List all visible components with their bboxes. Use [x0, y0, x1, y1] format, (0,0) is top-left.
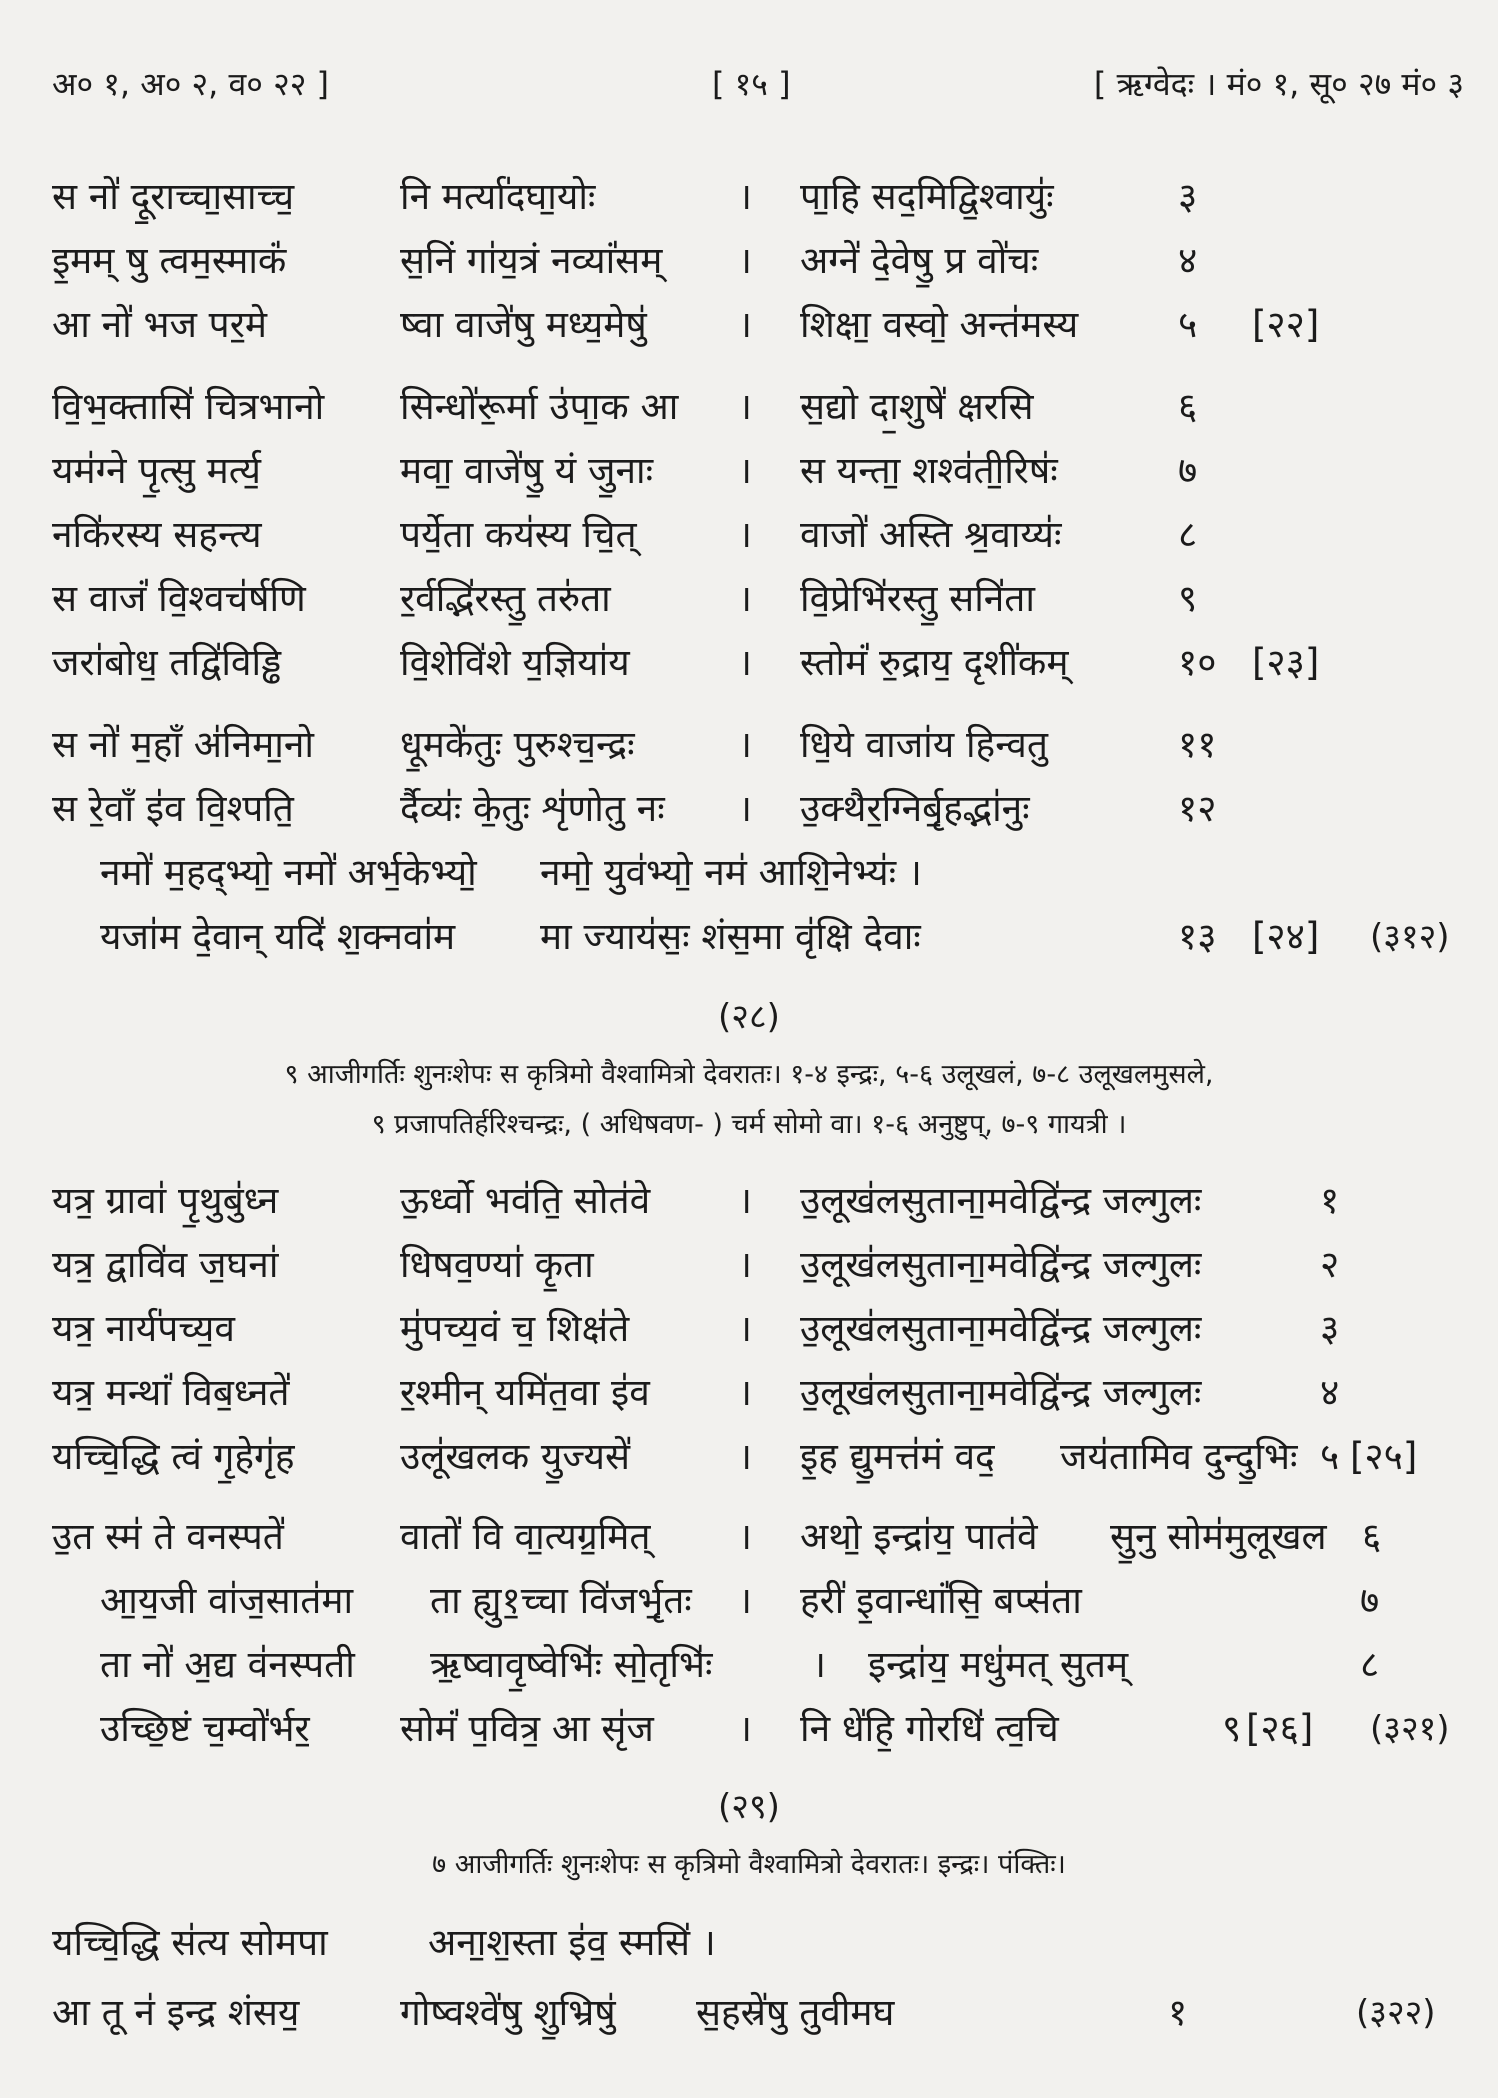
verse-pada-2: नि मर्त्या॑दघा॒योः — [400, 175, 596, 218]
verse-pada-3: शिक्षा॒ वस्वो॒ अन्त॑मस्य — [800, 303, 1079, 346]
verse-line — [0, 844, 1498, 902]
verse-pada-1: इ॒मम् षु त्वम॒स्माकं॑ — [52, 239, 287, 282]
verse-line — [0, 570, 1498, 628]
varga-number: [२५] — [1350, 1435, 1418, 1478]
verse-pada-1: नमो॑ म॒हद्भ्यो॒ नमो॑ अर्भ॒केभ्यो॒ — [100, 851, 477, 894]
verse-pada-1: यत्र॒ ग्रावा॑ पृ॒थुबु॑ध्न — [52, 1179, 279, 1222]
verse-line — [0, 1984, 1498, 2042]
danda: । — [738, 239, 753, 282]
verse-number: १० — [1178, 641, 1217, 684]
verse-number: १ — [1168, 1991, 1188, 2034]
varga-number: [२२] — [1252, 303, 1320, 346]
verse-pada-3: इ॒ह द्यु॒मत्त॑मं वद॒ — [800, 1435, 995, 1478]
verse-pada-2: र्दैव्यः॑ के॒तुः शृ॑णोतु नः — [400, 787, 665, 830]
danda: । — [738, 1179, 753, 1222]
verse-pada-1: यजा॑म दे॒वान् यदि॑ श॒क्नवा॑म — [100, 915, 456, 958]
verse-pada-1: आ नो॑ भज पर॒मे — [52, 303, 267, 346]
verse-pada-2: मवा॒ वाजे॑षु॒ यं जु॒नाः — [400, 449, 654, 492]
verse-pada-3: नि धे॑हि॒ गोरधि॑ त्व॒चि — [800, 1707, 1059, 1750]
verse-line — [0, 716, 1498, 774]
verse-line — [0, 908, 1498, 966]
verse-pada-1: उच्छि॒ष्टं च॒म्वो॑र्भर॒ — [100, 1707, 310, 1750]
verse-pada-3: धि॒ये वाजा॑य हिन्वतु — [800, 723, 1048, 766]
verse-pada-2: नमो॒ युव॑भ्यो॒ नम॑ आशि॒नेभ्यः॑ । — [540, 851, 922, 894]
header-left: अ० १, अ० २, व० २२ ] — [52, 65, 330, 103]
verse-pada-1: यत्र॒ मन्थां॑ विब॒ध्नते॑ — [52, 1371, 290, 1414]
danda: । — [738, 1515, 753, 1558]
verse-pada-2: पर्ये॒ता कय॑स्य चि॒त् — [400, 513, 637, 556]
verse-pada-1: यत्र॒ नार्य॑पच्य॒व — [52, 1307, 235, 1350]
verse-line — [0, 232, 1498, 290]
verse-line — [0, 1364, 1498, 1422]
header-right: [ ऋग्वेदः । मं० १, सू० २७ मं० ३ — [1093, 65, 1464, 103]
danda: । — [738, 1371, 753, 1414]
running-count: (३१२) — [1370, 917, 1450, 957]
verse-pada-3: अग्ने॑ दे॒वेषु॒ प्र वो॑चः — [800, 239, 1039, 282]
verse-pada-1: जरा॑बोध॒ तद्वि॑विड्ढि — [52, 641, 282, 684]
verse-line — [0, 1428, 1498, 1486]
verse-pada-3: स्तोमं॑ रु॒द्राय॒ दृशी॑कम् — [800, 641, 1069, 684]
danda: । — [738, 513, 753, 556]
verse-pada-1: स वाजं॑ वि॒श्वच॑र्षणि — [52, 577, 306, 620]
verse-pada-3: पा॒हि सद॒मिद्वि॒श्वायुः॑ — [800, 175, 1054, 218]
verse-pada-3: अथो॒ इन्द्रा॑य॒ पात॑वे — [800, 1515, 1038, 1558]
danda: । — [738, 1707, 753, 1750]
verse-pada-2: सोमं॑ प॒वित्र॒ आ सृ॑ज — [400, 1707, 654, 1750]
verse-pada-2: ष्वा वाजे॑षु मध्य॒मेषु॑ — [400, 303, 647, 346]
verse-number: ६ — [1362, 1515, 1382, 1558]
verse-line — [0, 442, 1498, 500]
hymn-number: (२८) — [718, 997, 780, 1037]
verse-pada-3: हरी॑ इ॒वान्धां॑सि॒ बप्स॑ता — [800, 1579, 1082, 1622]
verse-pada-2: गोष्वश्वे॑षु शु॒भ्रिषु॑ — [400, 1991, 616, 2034]
verse-pada-2: उलू॑खलक यु॒ज्यसे॑ — [400, 1435, 630, 1478]
verse-pada-1: स नो॑ दू॒राच्चा॒साच्च॒ — [52, 175, 295, 218]
verse-pada-2: मु॑पच्य॒वं च॒ शिक्ष॑ते — [400, 1307, 630, 1350]
verse-line — [0, 780, 1498, 838]
verse-pada-3: वि॒प्रेभि॑रस्तु॒ सनि॑ता — [800, 577, 1035, 620]
varga-number: [२४] — [1252, 915, 1320, 958]
verse-pada-3: स यन्ता॒ शश्व॑ती॒रिषः॑ — [800, 449, 1058, 492]
verse-number: ३ — [1178, 175, 1198, 218]
verse-pada-2: ऊ॒र्ध्वो भव॑ति॒ सोत॑वे — [400, 1179, 651, 1222]
verse-pada-3: उ॒लूख॑लसुताना॒मवेद्वि॑न्द्र जल्गुलः — [800, 1243, 1202, 1286]
danda: । — [738, 175, 753, 218]
verse-number: ३ — [1320, 1307, 1340, 1350]
verse-pada-2: धिषव॒ण्या॑ कृ॒ता — [400, 1243, 594, 1286]
verse-pada-2: र॒श्मीन् यमि॑त॒वा इ॑व — [400, 1371, 650, 1414]
danda: । — [812, 1643, 827, 1686]
running-count: (३२२) — [1356, 1993, 1436, 2033]
verse-line — [0, 1236, 1498, 1294]
verse-number: १३ — [1178, 915, 1217, 958]
verse-pada-3: स॒हस्रे॑षु तुवीमघ — [696, 1991, 895, 2034]
verse-pada-1: स नो॑ म॒हाँ अ॑निमा॒नो — [52, 723, 314, 766]
hymn-metadata: ९ आजीगर्तिः शुनःशेपः स कृत्रिमो वैश्वामित्रो देवरातः। १-४ इन्द्रः, ५-६ उलूखलं, ७-८ उलूखलमुसले, — [284, 1059, 1214, 1090]
verse-line — [0, 168, 1498, 226]
verse-pada-3: उ॒लूख॑लसुताना॒मवेद्वि॑न्द्र जल्गुलः — [800, 1307, 1202, 1350]
verse-pada-1: आ तू न॑ इन्द्र शंसय॒ — [52, 1991, 300, 2034]
verse-line — [0, 1172, 1498, 1230]
verse-pada-2: ऋ॒ष्वावृ॒ष्वेभिः॑ सो॒तृभिः॑ — [430, 1643, 713, 1686]
verse-pada-4: जय॑तामिव दुन्दु॒भिः — [1060, 1435, 1298, 1478]
verse-line — [0, 1300, 1498, 1358]
danda: । — [738, 449, 753, 492]
verse-pada-2: धू॒मके॑तुः पुरुश्च॒न्द्रः — [400, 723, 635, 766]
verse-pada-1: यच्चि॒द्धि त्वं गृ॒हेगृ॑ह — [52, 1435, 295, 1478]
varga-number: [२६] — [1246, 1707, 1314, 1750]
verse-pada-3: स॒द्यो दा॒शुषे॑ क्षरसि — [800, 385, 1034, 428]
verse-number: ७ — [1178, 449, 1198, 492]
verse-line — [0, 1636, 1498, 1694]
verse-pada-1: ता नो॑ अ॒द्य व॑नस्पती — [100, 1643, 355, 1686]
verse-number: ८ — [1178, 513, 1198, 556]
verse-pada-3: उ॒लूख॑लसुताना॒मवेद्वि॑न्द्र जल्गुलः — [800, 1371, 1202, 1414]
danda: । — [738, 787, 753, 830]
header-page-number: [ १५ ] — [712, 65, 791, 103]
danda: । — [738, 303, 753, 346]
verse-pada-2: वातो॑ वि वा॒त्यग्र॒मित् — [400, 1515, 651, 1558]
verse-pada-2: ता ह्यु१॒च्चा वि॑जर्भृ॒तः — [430, 1579, 692, 1622]
verse-pada-1: यत्र॒ द्वावि॑व ज॒घना॑ — [52, 1243, 279, 1286]
danda: । — [738, 577, 753, 620]
verse-pada-1: यच्चि॒द्धि स॑त्य सोमपा — [52, 1921, 328, 1964]
verse-number: १२ — [1178, 787, 1217, 830]
verse-line — [0, 1700, 1498, 1758]
verse-number: १ — [1320, 1179, 1340, 1222]
verse-number: ५ — [1320, 1435, 1340, 1478]
danda: । — [738, 641, 753, 684]
verse-number: ६ — [1178, 385, 1198, 428]
verse-pada-2: अना॒श॒स्ता इ॑व॒ स्मसि॑ । — [428, 1921, 716, 1964]
verse-pada-3: इन्द्रा॑य॒ मधु॑मत् सुतम् — [868, 1643, 1129, 1686]
danda: । — [738, 1579, 753, 1622]
danda: । — [738, 1307, 753, 1350]
verse-line — [0, 1508, 1498, 1566]
verse-number: ५ — [1178, 303, 1198, 346]
danda: । — [738, 1243, 753, 1286]
verse-number: ९ — [1178, 577, 1198, 620]
verse-pada-1: आ॒य॒जी वा॑ज॒सात॑मा — [100, 1579, 354, 1622]
verse-line — [0, 1572, 1498, 1630]
verse-pada-1: नकि॑रस्य सहन्त्य — [52, 513, 262, 556]
verse-pada-3: वाजो॑ अस्ति श्र॒वाय्यः॑ — [800, 513, 1062, 556]
verse-number: ७ — [1360, 1579, 1380, 1622]
verse-number: ९ — [1222, 1707, 1242, 1750]
verse-pada-2: मा ज्याय॑सः॒ शंस॒मा वृ॑क्षि देवाः — [540, 915, 921, 958]
verse-number: ४ — [1178, 239, 1198, 282]
verse-number: ८ — [1360, 1643, 1380, 1686]
running-count: (३२१) — [1370, 1709, 1450, 1749]
verse-line — [0, 634, 1498, 692]
verse-line — [0, 378, 1498, 436]
verse-number: ४ — [1320, 1371, 1340, 1414]
verse-pada-2: स॒निं गा॑य॒त्रं नव्यां॑सम् — [400, 239, 663, 282]
verse-pada-1: यम॑ग्ने पृ॒त्सु मर्त्य॒ — [52, 449, 261, 492]
verse-pada-1: स रे॒वाँ इ॑व वि॒श्पति॒ — [52, 787, 294, 830]
danda: । — [738, 385, 753, 428]
hymn-metadata: ९ प्रजापतिर्हरिश्चन्द्रः, ( अधिषवण- ) चर्म सोमो वा। १-६ अनुष्टुप्, ७-९ गायत्री । — [371, 1109, 1127, 1140]
danda: । — [738, 723, 753, 766]
verse-pada-1: वि॒भ॒क्तासि॑ चित्रभानो — [52, 385, 325, 428]
verse-pada-2: र॒र्वद्भि॑रस्तु॒ तरु॑ता — [400, 577, 611, 620]
verse-pada-2: वि॒शेवि॑शे य॒ज्ञिया॑य — [400, 641, 630, 684]
hymn-number: (२९) — [718, 1787, 780, 1827]
verse-pada-3: उ॒लूख॑लसुताना॒मवेद्वि॑न्द्र जल्गुलः — [800, 1179, 1202, 1222]
danda: । — [738, 1435, 753, 1478]
verse-number: ११ — [1178, 723, 1217, 766]
verse-line — [0, 296, 1498, 354]
verse-number: २ — [1320, 1243, 1340, 1286]
verse-pada-3: उ॒क्थैर॒ग्निर्बृ॒हद्भा॑नुः — [800, 787, 1030, 830]
hymn-metadata: ७ आजीगर्तिः शुनःशेपः स कृत्रिमो वैश्वामित्रो देवरातः। इन्द्रः। पंक्तिः। — [432, 1849, 1066, 1880]
verse-pada-2: सिन्धो॑रू॒र्मा उ॑पा॒क आ — [400, 385, 679, 428]
verse-line — [0, 506, 1498, 564]
varga-number: [२३] — [1252, 641, 1320, 684]
verse-line — [0, 1914, 1498, 1972]
verse-pada-1: उ॒त स्म॑ ते वनस्पते॑ — [52, 1515, 284, 1558]
verse-pada-4: सु॒नु सोम॑मुलूखल — [1110, 1515, 1327, 1558]
